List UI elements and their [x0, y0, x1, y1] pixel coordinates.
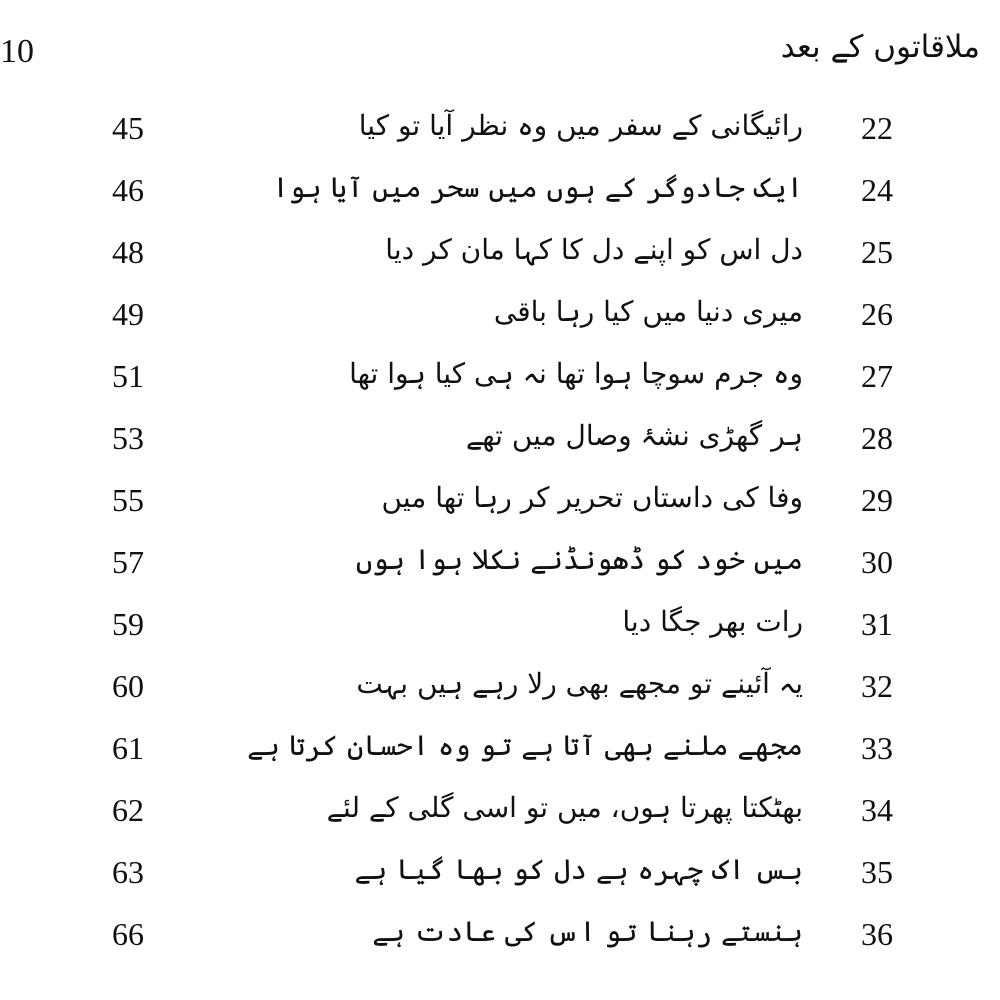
- toc-page-number: 45: [112, 110, 144, 146]
- toc-row: [0, 782, 1000, 838]
- page-number: 10: [0, 33, 34, 70]
- toc-page-number: 59: [112, 606, 144, 642]
- toc-row: [0, 286, 1000, 342]
- toc-entry-title: بھٹکتا پھرتا ہوں، میں تو اسی گلی کے لئے: [326, 791, 803, 824]
- toc-row: [0, 844, 1000, 900]
- toc-entry-title: مجھے ملنے بھی آتا ہے تو وہ احسان کرتا ہے: [247, 729, 803, 762]
- toc-entry-number: 36: [861, 916, 893, 952]
- toc-entry-number: 32: [861, 668, 893, 704]
- toc-row: [0, 596, 1000, 652]
- toc-entry-title: یہ آئینے تو مجھے بھی رلا رہے ہیں بہت: [356, 667, 803, 700]
- toc-page-number: 60: [112, 668, 144, 704]
- toc-entry-title: بس اک چہرہ ہے دل کو بھا گیا ہے: [354, 853, 803, 886]
- toc-entry-title: ایک جادوگر کے ہوں میں سحر میں آیا ہوا: [272, 171, 803, 204]
- toc-page-number: 49: [112, 296, 144, 332]
- toc-entry-title: رات بھر جگا دیا: [622, 605, 803, 638]
- toc-row: [0, 472, 1000, 528]
- toc-entry-number: 30: [861, 544, 893, 580]
- book-title: ملاقاتوں کے بعد: [780, 29, 980, 65]
- toc-entry-title: دل اس کو اپنے دل کا کہا مان کر دیا: [385, 233, 803, 266]
- toc-entry-title: وفا کی داستاں تحریر کر رہا تھا میں: [381, 481, 803, 514]
- toc-row: [0, 162, 1000, 218]
- toc-page-number: 55: [112, 482, 144, 518]
- toc-page-number: 66: [112, 916, 144, 952]
- toc-entry-number: 34: [861, 792, 893, 828]
- toc-row: [0, 720, 1000, 776]
- toc-entry-number: 22: [861, 110, 893, 146]
- toc-row: [0, 348, 1000, 404]
- toc-page-number: 51: [112, 358, 144, 394]
- toc-page-number: 62: [112, 792, 144, 828]
- toc-entry-number: 31: [861, 606, 893, 642]
- toc-row: [0, 410, 1000, 466]
- toc-row: [0, 100, 1000, 156]
- toc-page-number: 46: [112, 172, 144, 208]
- toc-row: [0, 658, 1000, 714]
- toc-entry-title: ہر گھڑی نشۂ وصال میں تھے: [465, 419, 803, 452]
- toc-entry-number: 26: [861, 296, 893, 332]
- toc-page-number: 61: [112, 730, 144, 766]
- toc-entry-number: 25: [861, 234, 893, 270]
- toc-entry-title: رائیگانی کے سفر میں وہ نظر آیا تو کیا: [358, 109, 803, 142]
- table-of-contents: [0, 100, 1000, 1000]
- toc-page-number: 48: [112, 234, 144, 270]
- toc-entry-number: 24: [861, 172, 893, 208]
- toc-page-number: 53: [112, 420, 144, 456]
- toc-row: [0, 906, 1000, 962]
- toc-row: [0, 534, 1000, 590]
- toc-entry-number: 29: [861, 482, 893, 518]
- toc-entry-number: 28: [861, 420, 893, 456]
- toc-entry-number: 35: [861, 854, 893, 890]
- toc-entry-title: میری دنیا میں کیا رہا باقی: [493, 295, 803, 328]
- toc-entry-title: وہ جرم سوچا ہوا تھا نہ ہی کیا ہوا تھا: [349, 357, 803, 390]
- toc-entry-number: 27: [861, 358, 893, 394]
- toc-entry-title: ہنستے رہنا تو اس کی عادت ہے: [372, 915, 803, 948]
- toc-entry-title: میں خود کو ڈھونڈنے نکلا ہوا ہوں: [355, 543, 803, 576]
- toc-row: [0, 224, 1000, 280]
- toc-page-number: 63: [112, 854, 144, 890]
- toc-entry-number: 33: [861, 730, 893, 766]
- toc-page-number: 57: [112, 544, 144, 580]
